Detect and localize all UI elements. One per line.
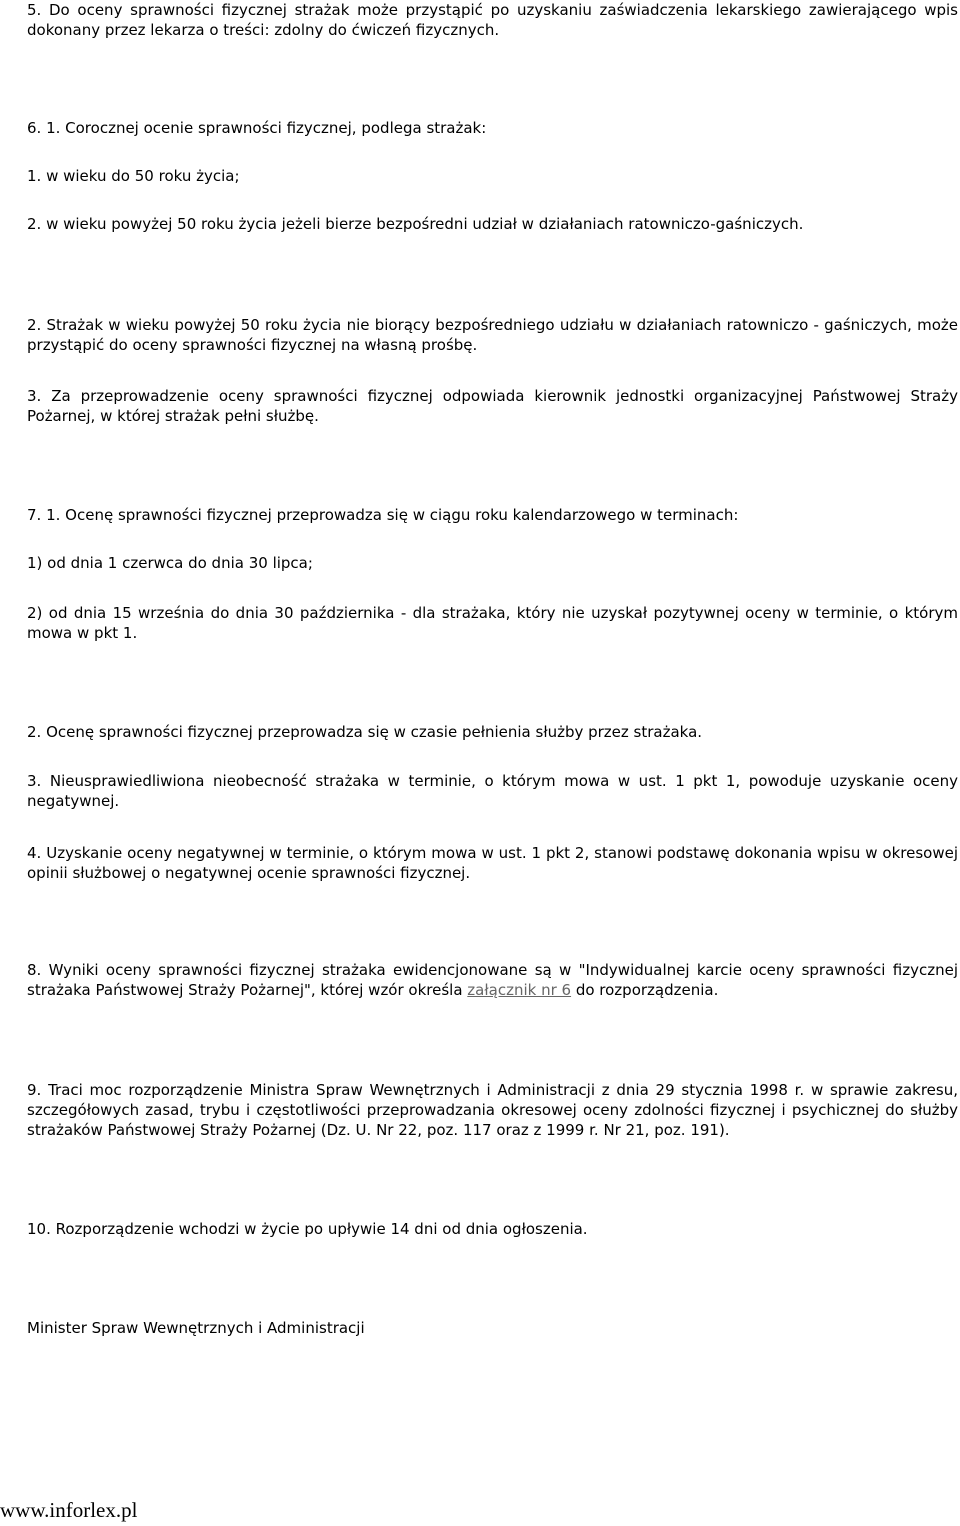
paragraph-6-3: 3. Za przeprowadzenie oceny sprawności fizycznej odpowiada kierownik jednostki organizacyjnej Państwowej Straży Pożarnej, w której strażak pełni służbę. [27, 387, 958, 425]
paragraph-8 [27, 960, 958, 1000]
paragraph-7-1: 7. 1. Ocenę sprawności fizycznej przeprowadza się w ciągu roku kalendarzowego w terminach: [27, 506, 739, 524]
paragraph-9: 9. Traci moc rozporządzenie Ministra Spraw Wewnętrznych i Administracji z dnia 29 stycznia 1998 r. w sprawie zakresu, szczegółowych zasad, trybu i częstotliwości przeprowadzania okresowej oceny zdolności fizycznej i psychicznej do służby strażaków Państwowej Straży Pożarnej (Dz. U. Nr 22, poz. 117 oraz z 1999 r. Nr 21, poz. 191). [27, 1081, 958, 1139]
paragraph-10: 10. Rozporządzenie wchodzi w życie po upływie 14 dni od dnia ogłoszenia. [27, 1220, 588, 1238]
attachment-6-link[interactable]: załącznik nr 6 [467, 981, 572, 999]
paragraph-7-1-2: 2) od dnia 15 września do dnia 30 października - dla strażaka, który nie uzyskał pozytywnej oceny w terminie, o którym mowa w pkt 1. [27, 604, 958, 642]
signature: Minister Spraw Wewnętrznych i Administracji [27, 1319, 365, 1337]
paragraph-8-tail: do rozporządzenia. [571, 981, 719, 999]
paragraph-7-1-1: 1) od dnia 1 czerwca do dnia 30 lipca; [27, 554, 313, 572]
footer-url: www.inforlex.pl [0, 1498, 138, 1522]
paragraph-6-1: 6. 1. Corocznej ocenie sprawności fizycznej, podlega strażak: [27, 119, 487, 137]
paragraph-8-text: 8. Wyniki oceny sprawności fizycznej strażaka ewidencjonowane są w "Indywidualnej karcie oceny sprawności fizycznej strażaka Państwowej Straży Pożarnej", której wzór określa [27, 961, 958, 999]
paragraph-6-1-2: 2. w wieku powyżej 50 roku życia jeżeli bierze bezpośredni udział w działaniach ratowniczo-gaśniczych. [27, 215, 804, 233]
paragraph-7-3: 3. Nieusprawiedliwiona nieobecność strażaka w terminie, o którym mowa w ust. 1 pkt 1, powoduje uzyskanie oceny negatywnej. [27, 772, 958, 810]
paragraph-6-1-1: 1. w wieku do 50 roku życia; [27, 167, 240, 185]
paragraph-5: 5. Do oceny sprawności fizycznej strażak może przystąpić po uzyskaniu zaświadczenia lekarskiego zawierającego wpis dokonany przez lekarza o treści: zdolny do ćwiczeń fizycznych. [27, 1, 958, 39]
paragraph-6-2: 2. Strażak w wieku powyżej 50 roku życia nie biorący bezpośredniego udziału w działaniach ratowniczo - gaśniczych, może przystąpić do oceny sprawności fizycznej na własną prośbę. [27, 316, 958, 354]
paragraph-7-2: 2. Ocenę sprawności fizycznej przeprowadza się w czasie pełnienia służby przez strażaka. [27, 723, 703, 741]
paragraph-7-4: 4. Uzyskanie oceny negatywnej w terminie, o którym mowa w ust. 1 pkt 2, stanowi podstawę dokonania wpisu w okresowej opinii służbowej o negatywnej ocenie sprawności fizycznej. [27, 844, 958, 882]
